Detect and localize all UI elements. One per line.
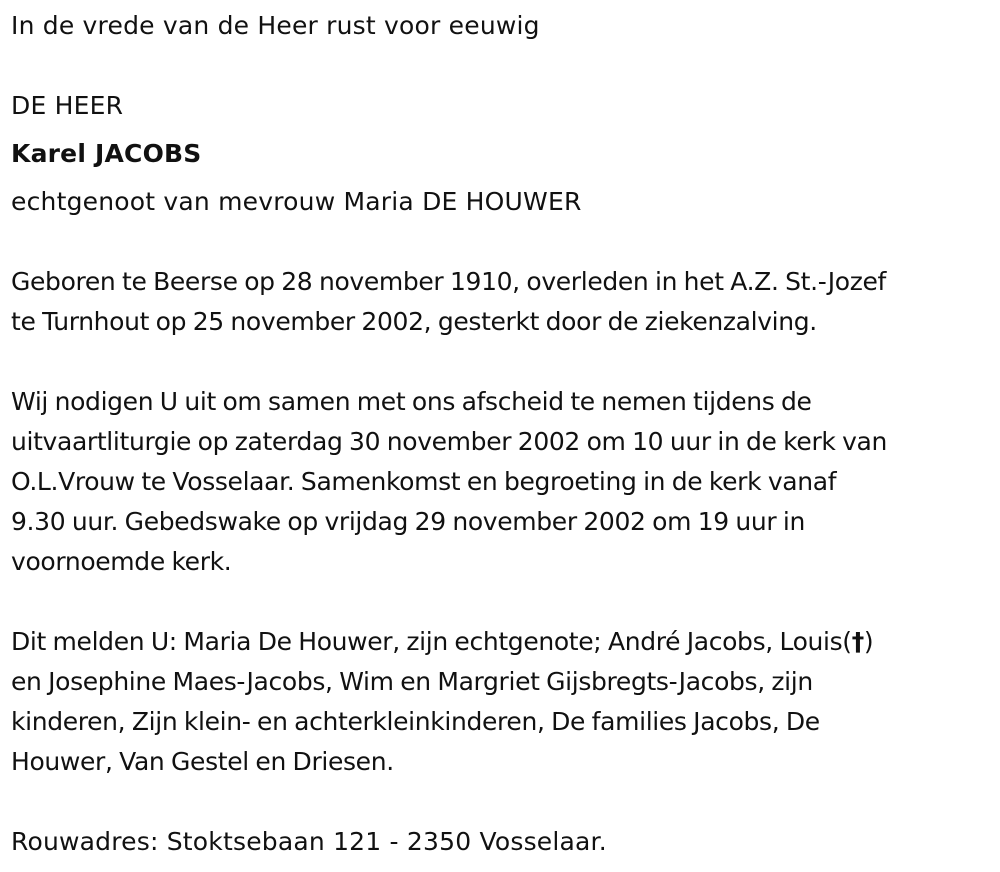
announcement-text: ) <box>863 627 874 656</box>
announcement-line: en Josephine Maes-Jacobs, Wim en Margriet Gijsbregts-Jacobs, zijn <box>11 667 813 696</box>
intro-line: In de vrede van de Heer rust voor eeuwig <box>11 11 540 40</box>
birth-death-line: Geboren te Beerse op 28 november 1910, overleden in het A.Z. St.-Jozef <box>11 267 886 296</box>
line-spacing <box>11 174 991 182</box>
paragraph-spacing <box>11 342 991 382</box>
cross-icon: † <box>851 627 864 656</box>
title-prefix: DE HEER <box>11 91 124 120</box>
announcement-line: Houwer, Van Gestel en Driesen. <box>11 747 394 776</box>
announcement-line <box>11 622 991 662</box>
birth-death-paragraph <box>11 262 991 342</box>
invitation-line: Wij nodigen U uit om samen met ons afscheid te nemen tijdens de <box>11 387 812 416</box>
deceased-name: Karel JACOBS <box>11 139 202 168</box>
invitation-line: uitvaartliturgie op zaterdag 30 november 2002 om 10 uur in de kerk van <box>11 427 888 456</box>
paragraph-spacing <box>11 46 991 86</box>
line-spacing <box>11 126 991 134</box>
invitation-line: voornoemde kerk. <box>11 547 232 576</box>
paragraph-spacing <box>11 582 991 622</box>
mourning-address: Rouwadres: Stoktsebaan 121 - 2350 Vosselaar. <box>11 827 607 856</box>
announcement-text: Dit melden U: Maria De Houwer, zijn echtgenote; André Jacobs, Louis( <box>11 627 852 656</box>
obituary-notice <box>11 0 991 862</box>
paragraph-spacing <box>11 222 991 262</box>
invitation-paragraph <box>11 382 991 582</box>
invitation-line: 9.30 uur. Gebedswake op vrijdag 29 november 2002 om 19 uur in <box>11 507 806 536</box>
invitation-line: O.L.Vrouw te Vosselaar. Samenkomst en begroeting in de kerk vanaf <box>11 467 837 496</box>
birth-death-line: te Turnhout op 25 november 2002, gesterkt door de ziekenzalving. <box>11 307 817 336</box>
paragraph-spacing <box>11 782 991 822</box>
spouse-line: echtgenoot van mevrouw Maria DE HOUWER <box>11 187 582 216</box>
announcement-paragraph <box>11 622 991 782</box>
announcement-line: kinderen, Zijn klein- en achterkleinkinderen, De families Jacobs, De <box>11 707 820 736</box>
